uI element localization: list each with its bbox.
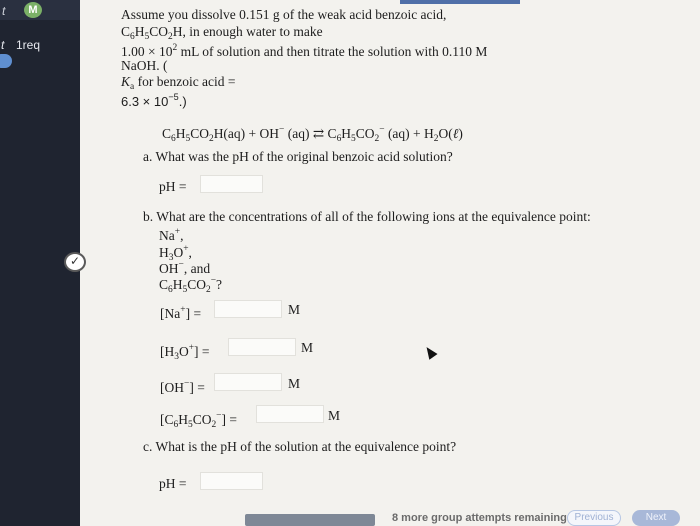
- oh-concentration-input[interactable]: [214, 373, 282, 391]
- equilibrium-arrow-icon: ⇄: [312, 126, 325, 141]
- ka-symbol: K: [121, 74, 131, 89]
- na-concentration-input[interactable]: [214, 300, 282, 318]
- check-answer-icon[interactable]: ✓: [64, 252, 86, 272]
- na-concentration-label: [Na+] =: [160, 305, 202, 321]
- problem-line-2-tail: , in enough water to make: [182, 24, 323, 39]
- m-badge-icon[interactable]: M: [24, 2, 42, 18]
- volume-exponent: 2: [172, 43, 178, 53]
- benzoate-unit: M: [328, 408, 341, 423]
- next-button[interactable]: Next: [632, 510, 680, 526]
- problem-line-4: NaOH. (: [121, 58, 168, 73]
- ion-list-benzoate: $C_6H_5CO_2^-$?: [159, 276, 223, 295]
- problem-line-1: Assume you dissolve 0.151 g of the weak acid benzoic acid,: [121, 7, 447, 22]
- part-c-question: c. What is the pH of the solution at the equivalence point?: [143, 439, 457, 454]
- h3o-concentration-label: $[H_3O^+]$ =: [160, 343, 210, 362]
- sidebar-item-mark: t: [1, 38, 5, 52]
- submit-bar[interactable]: [245, 514, 375, 526]
- ka-value: 6.3 × 10: [121, 94, 169, 109]
- ka-subscript: a: [130, 82, 135, 92]
- reaction-equation: $C_6H_5CO_2H(aq) + OH^-$ (aq) ⇄ $C_6H_5CO_2^-$ $(aq) + H_2O(\ell)$: [162, 125, 463, 144]
- part-c-ph-label: pH =: [159, 476, 187, 491]
- part-a-ph-input[interactable]: [200, 175, 263, 193]
- problem-line-3: [121, 40, 487, 60]
- na-unit: M: [288, 302, 301, 317]
- oh-unit: M: [288, 376, 301, 391]
- ion-list-na: Na+,: [159, 227, 184, 243]
- benzoate-concentration-label: $[C_6H_5CO_2^-]$ =: [160, 411, 237, 430]
- header-tab-band: [400, 0, 520, 4]
- h3o-unit: M: [301, 340, 314, 355]
- part-a-question: a. What was the pH of the original benzoic acid solution?: [143, 149, 453, 164]
- ion-list-oh: OH−, and: [159, 260, 211, 276]
- part-a-ph-label: pH =: [159, 179, 187, 194]
- sidebar-item-1req[interactable]: 1req: [16, 38, 41, 52]
- oh-concentration-label: [OH−] =: [160, 379, 205, 395]
- benzoate-concentration-input[interactable]: [256, 405, 324, 423]
- ion-list-h3o: $H_3O^+$,: [159, 244, 192, 263]
- problem-line-3-tail: mL of solution and then titrate the solution with 0.110 M: [177, 44, 488, 59]
- attempts-remaining: 8 more group attempts remaining: [392, 512, 567, 524]
- part-c-ph-input[interactable]: [200, 472, 263, 490]
- previous-button[interactable]: Previous: [567, 510, 621, 526]
- part-b-question: b. What are the concentrations of all of the following ions at the equivalence point:: [143, 209, 591, 224]
- problem-line-2: $C_6H_5CO_2H$, in enough water to make: [121, 24, 323, 42]
- problem-line-6: [121, 89, 187, 110]
- volume-value: 1.00 × 10: [121, 44, 173, 59]
- sidebar-top-mark: t: [2, 4, 6, 18]
- problem-line-6-tail: .): [178, 94, 187, 109]
- problem-line-5-tail: for benzoic acid =: [134, 74, 236, 89]
- ka-exponent: −5: [168, 92, 179, 102]
- h3o-concentration-input[interactable]: [228, 338, 296, 356]
